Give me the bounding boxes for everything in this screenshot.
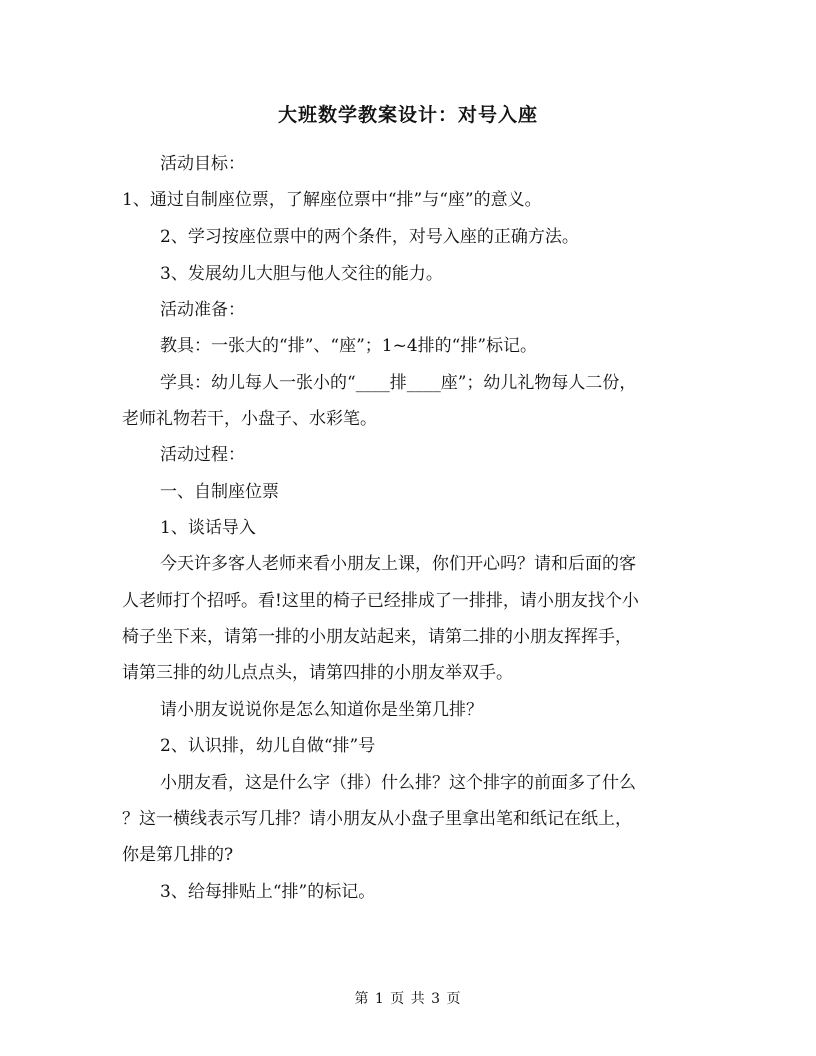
text-line: 3、发展幼儿大胆与他人交往的能力。	[160, 264, 443, 284]
text-line: 一、自制座位票	[160, 482, 279, 502]
text-line: 请小朋友说说你是怎么知道你是坐第几排？	[160, 700, 483, 720]
text-line: 小朋友看，这是什么字（排）什么排？这个排字的前面多了什么	[160, 773, 636, 793]
text-line: 3、给每排贴上“排”的标记。	[160, 882, 376, 902]
text-line: 老师礼物若干，小盘子、水彩笔。	[122, 409, 377, 429]
text-line: 活动准备：	[160, 300, 245, 320]
text-line: ？这一横线表示写几排？请小朋友从小盘子里拿出笔和纸记在纸上，	[122, 809, 632, 829]
text-line: 人老师打个招呼。看!这里的椅子已经排成了一排排，请小朋友找个小	[122, 591, 639, 611]
text-line: 活动过程：	[160, 445, 245, 465]
text-line: 请第三排的幼儿点点头，请第四排的小朋友举双手。	[122, 663, 513, 683]
text-line: 1、谈话导入	[160, 518, 256, 538]
document-title: 大班数学教案设计：对号入座	[277, 104, 538, 126]
text-line: 教具：一张大的“排”、“座”；1~4排的“排”标记。	[160, 336, 538, 356]
text-line: 学具：幼儿每人一张小的“____排____座”；幼儿礼物每人二份，	[160, 373, 637, 393]
text-line: 活动目标：	[160, 154, 245, 174]
text-line: 椅子坐下来，请第一排的小朋友站起来，请第二排的小朋友挥挥手，	[122, 627, 632, 647]
text-line: 1、通过自制座位票，了解座位票中“排”与“座”的意义。	[122, 190, 542, 210]
page-number: 第 1 页 共 3 页	[354, 991, 462, 1007]
text-line: 2、学习按座位票中的两个条件，对号入座的正确方法。	[160, 227, 579, 247]
text-line: 今天许多客人老师来看小朋友上课，你们开心吗？请和后面的客	[160, 554, 636, 574]
text-line: 你是第几排的?	[122, 845, 234, 865]
text-line: 2、认识排，幼儿自做“排”号	[160, 736, 376, 756]
